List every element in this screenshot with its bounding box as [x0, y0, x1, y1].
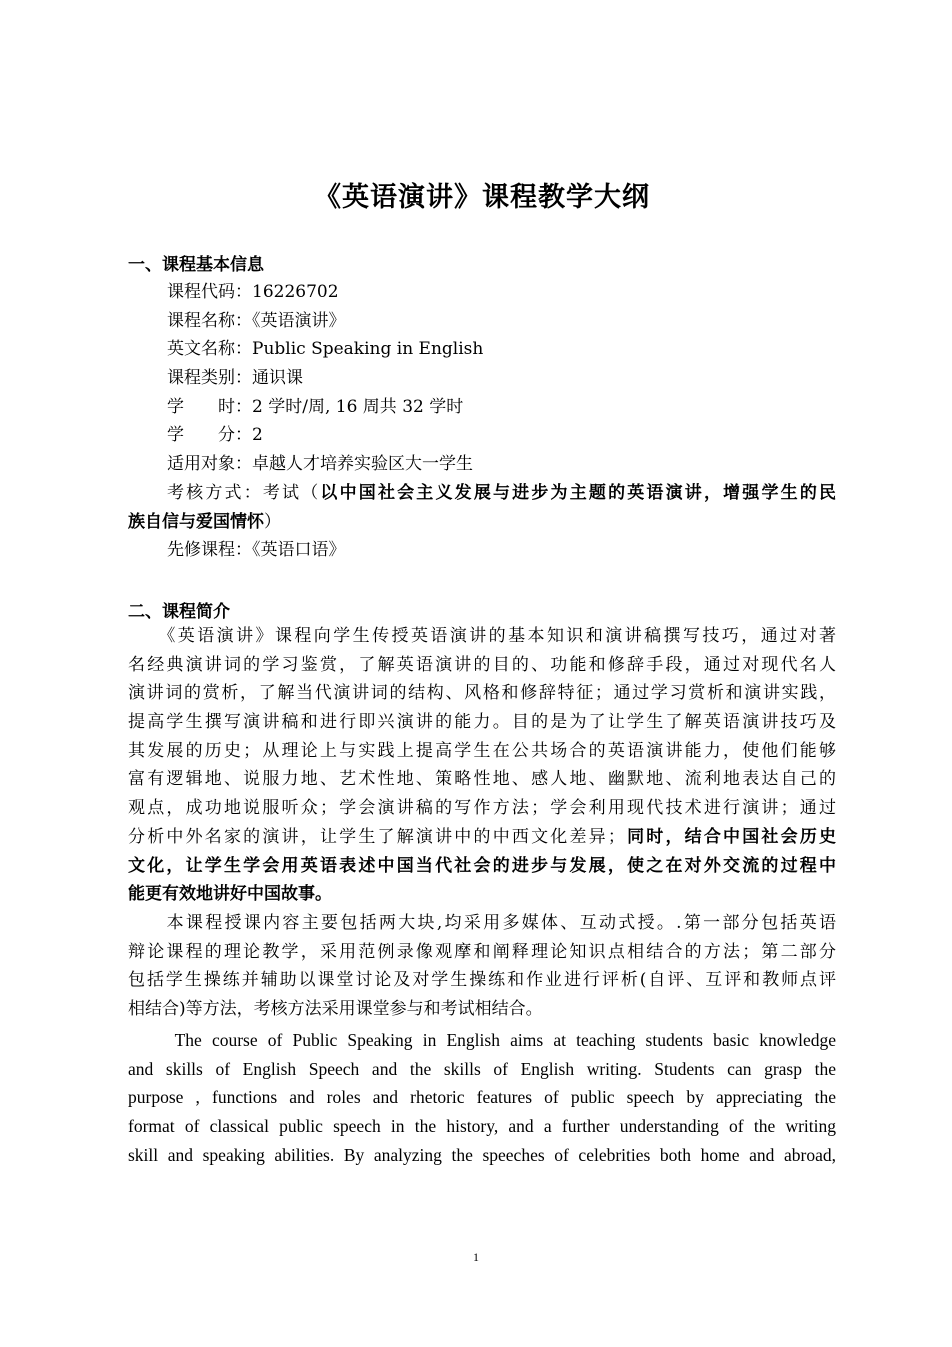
intro-paragraph-3-english — [128, 1026, 836, 1169]
paragraph-bold-line: 文化，让学生学会用英语表述中国当代社会的进步与发展，使之在对外交流的过程中 — [128, 855, 836, 876]
paragraph-line: 本课程授课内容主要包括两大块,均采用多媒体、互动式授。.第一部分包括英语 — [128, 913, 836, 933]
course-category: 课程类别：通识课 — [167, 368, 303, 389]
paragraph-line: format of classical public speech in the history, and a further understanding of the writing — [128, 1116, 836, 1137]
paragraph-text: 分析中外名家的演讲，让学生了解演讲中的中西文化差异； — [128, 826, 625, 847]
assessment-prefix: 考核方式：考试（ — [167, 483, 321, 503]
course-code: 课程代码：16226702 — [167, 282, 339, 302]
paragraph-line: 富有逻辑地、说服力地、艺术性地、策略性地、感人地、幽默地、流利地表达自己的 — [128, 769, 836, 790]
paragraph-line: and skills of English Speech and the skills of English writing. Students can grasp the — [128, 1058, 836, 1079]
assessment-bold-1: 以中国社会主义发展与进步为主题的英语演讲，增强学生的民 — [320, 483, 837, 503]
course-hours: 学 时：2 学时/周, 16 周共 32 学时 — [167, 396, 464, 417]
assessment-block — [128, 479, 836, 536]
paragraph-line: 包括学生操练并辅助以课堂讨论及对学生操练和作业进行评析(自评、互评和教师点评 — [128, 970, 836, 991]
paragraph-line: 辩论课程的理论教学，采用范例录像观摩和阐释理论知识点相结合的方法；第二部分 — [128, 941, 836, 962]
assessment-line-1 — [128, 479, 836, 508]
english-name: 英文名称：Public Speaking in English — [167, 339, 484, 360]
prerequisite: 先修课程：《英语口语》 — [167, 540, 346, 560]
intro-paragraph-1 — [128, 622, 836, 909]
course-info-list — [167, 278, 483, 479]
course-credits: 学 分：2 — [167, 425, 263, 446]
prerequisite-block — [167, 536, 346, 565]
paragraph-line: The course of Public Speaking in English aims at teaching students basic knowledge — [128, 1030, 836, 1050]
section-heading-basic-info: 一、课程基本信息 — [128, 255, 264, 275]
page-number: 1 — [473, 1250, 479, 1264]
assessment-line-2 — [128, 508, 836, 537]
paragraph-bold-text: 同时，结合中国社会历史 — [624, 826, 837, 847]
course-name: 课程名称：《英语演讲》 — [167, 310, 346, 331]
paragraph-line: 演讲词的赏析，了解当代演讲词的结构、风格和修辞特征；通过学习赏析和演讲实践， — [128, 683, 836, 704]
intro-paragraph-2 — [128, 909, 836, 1024]
paragraph-line: 其发展的历史；从理论上与实践上提高学生在公共场合的英语演讲能力，使他们能够 — [128, 740, 836, 761]
paragraph-line: 《英语演讲》课程向学生传授英语演讲的基本知识和演讲稿撰写技巧，通过对著 — [128, 626, 836, 646]
section-heading-intro: 二、课程简介 — [128, 602, 230, 622]
paragraph-line: 相结合)等方法，考核方法采用课堂参与和考试相结合。 — [128, 999, 543, 1020]
course-audience: 适用对象：卓越人才培养实验区大一学生 — [167, 454, 473, 475]
paragraph-line: 观点，成功地说服听众；学会演讲稿的写作方法；学会利用现代技术进行演讲；通过 — [128, 798, 836, 819]
page-title: 《英语演讲》课程教学大纲 — [314, 182, 650, 213]
paragraph-line: 提高学生撰写演讲稿和进行即兴演讲的能力。目的是为了让学生了解英语演讲技巧及 — [128, 712, 836, 733]
paragraph-bold-line: 能更有效地讲好中国故事。 — [128, 884, 332, 905]
paragraph-line: skill and speaking abilities. By analyzing the speeches of celebrities both home and abroad, — [128, 1144, 836, 1165]
paragraph-line: 名经典演讲词的学习鉴赏，了解英语演讲的目的、功能和修辞手段，通过对现代名人 — [128, 654, 836, 675]
paragraph-line: purpose , functions and roles and rhetoric features of public speech by appreciating the — [128, 1087, 836, 1108]
assessment-suffix: ） — [264, 511, 281, 532]
assessment-bold-2: 族自信与爱国情怀 — [128, 511, 264, 532]
paragraph-line-mixed — [128, 823, 836, 852]
